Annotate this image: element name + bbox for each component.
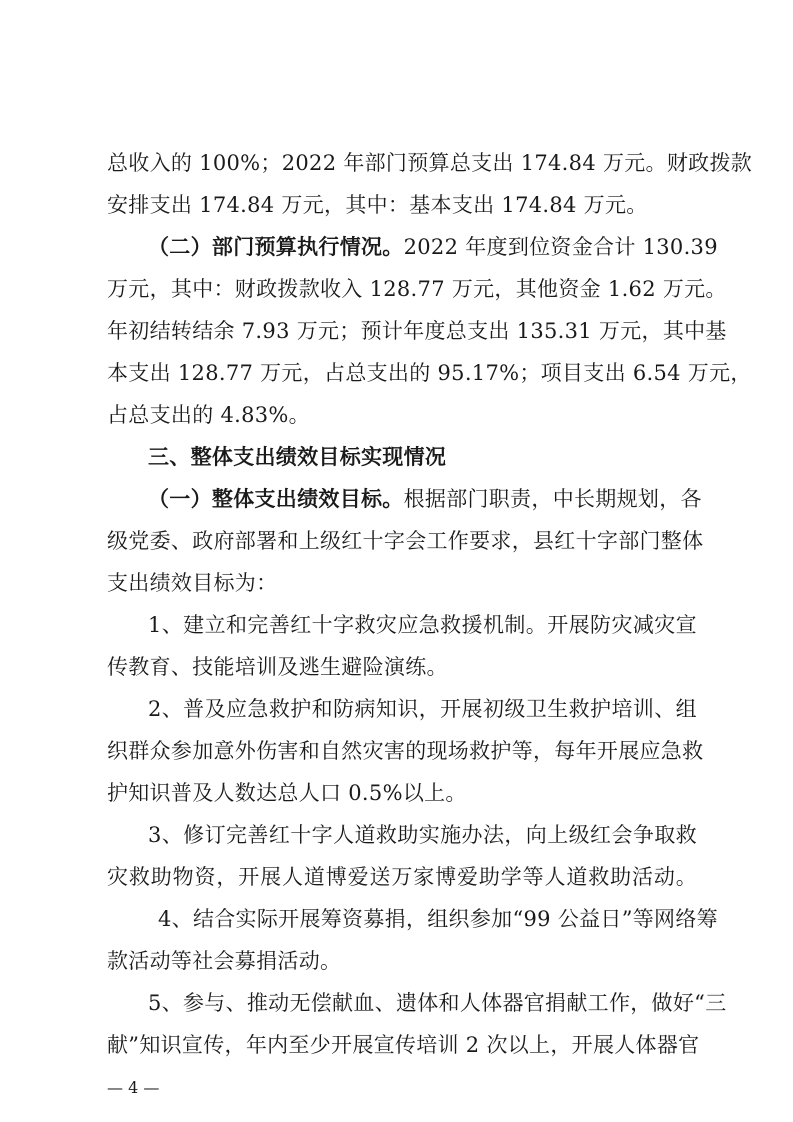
- text-line-17: 3、修订完善红十字人道救助实施办法，向上级红会争取救: [148, 823, 697, 847]
- text-line-1: 总收入的 100%；2022 年部门预算总支出 174.84 万元。财政拨款: [107, 151, 753, 175]
- text-span: 根据部门职责，中长期规划，各: [403, 487, 702, 511]
- text-line-20: 款活动等社会募捐活动。: [107, 949, 342, 973]
- section-heading: 三、整体支出绩效目标实现情况: [148, 445, 447, 469]
- text-line-10: 级党委、政府部署和上级红十字会工作要求，县红十字部门整体: [107, 529, 704, 553]
- text-line-7: 占总支出的 4.83%。: [107, 403, 310, 427]
- section-subheading: （二）部门预算执行情况。: [148, 235, 404, 259]
- text-line-14: 2、普及应急救护和防病知识，开展初级卫生救护培训、组: [148, 697, 697, 721]
- section-subheading: （一）整体支出绩效目标。: [148, 487, 404, 511]
- text-line-9: [148, 486, 702, 512]
- text-line-21: 5、参与、推动无偿献血、遗体和人体器官捐献工作，做好“三: [148, 991, 727, 1015]
- text-line-12: 1、建立和完善红十字救灾应急救援机制。开展防灾减灾宣: [148, 613, 697, 637]
- text-line-2: 安排支出 174.84 万元，其中：基本支出 174.84 万元。: [107, 193, 648, 217]
- text-line-16: 护知识普及人数达总人口 0.5%以上。: [107, 781, 467, 805]
- text-line-6: 本支出 128.77 万元，占总支出的 95.17%；项目支出 6.54 万元，: [107, 361, 752, 385]
- page-number: — 4 —: [107, 1078, 160, 1097]
- text-line-11: 支出绩效目标为：: [107, 571, 278, 595]
- text-span: 2022 年度到位资金合计 130.39: [403, 235, 718, 259]
- text-line-19: 4、结合实际开展筹资募捐，组织参加“99 公益日”等网络筹: [158, 907, 718, 931]
- text-line-3: [148, 234, 718, 260]
- text-line-22: 献”知识宣传，年内至少开展宣传培训 2 次以上，开展人体器官: [107, 1033, 700, 1057]
- text-line-18: 灾救助物资，开展人道博爱送万家博爱助学等人道救助活动。: [107, 865, 697, 889]
- text-line-15: 织群众参加意外伤害和自然灾害的现场救护等，每年开展应急救: [107, 739, 704, 763]
- text-line-4: 万元，其中：财政拨款收入 128.77 万元，其他资金 1.62 万元。: [107, 277, 727, 301]
- text-line-13: 传教育、技能培训及逃生避险演练。: [107, 655, 448, 679]
- text-line-5: 年初结转结余 7.93 万元；预计年度总支出 135.31 万元，其中基: [107, 319, 727, 343]
